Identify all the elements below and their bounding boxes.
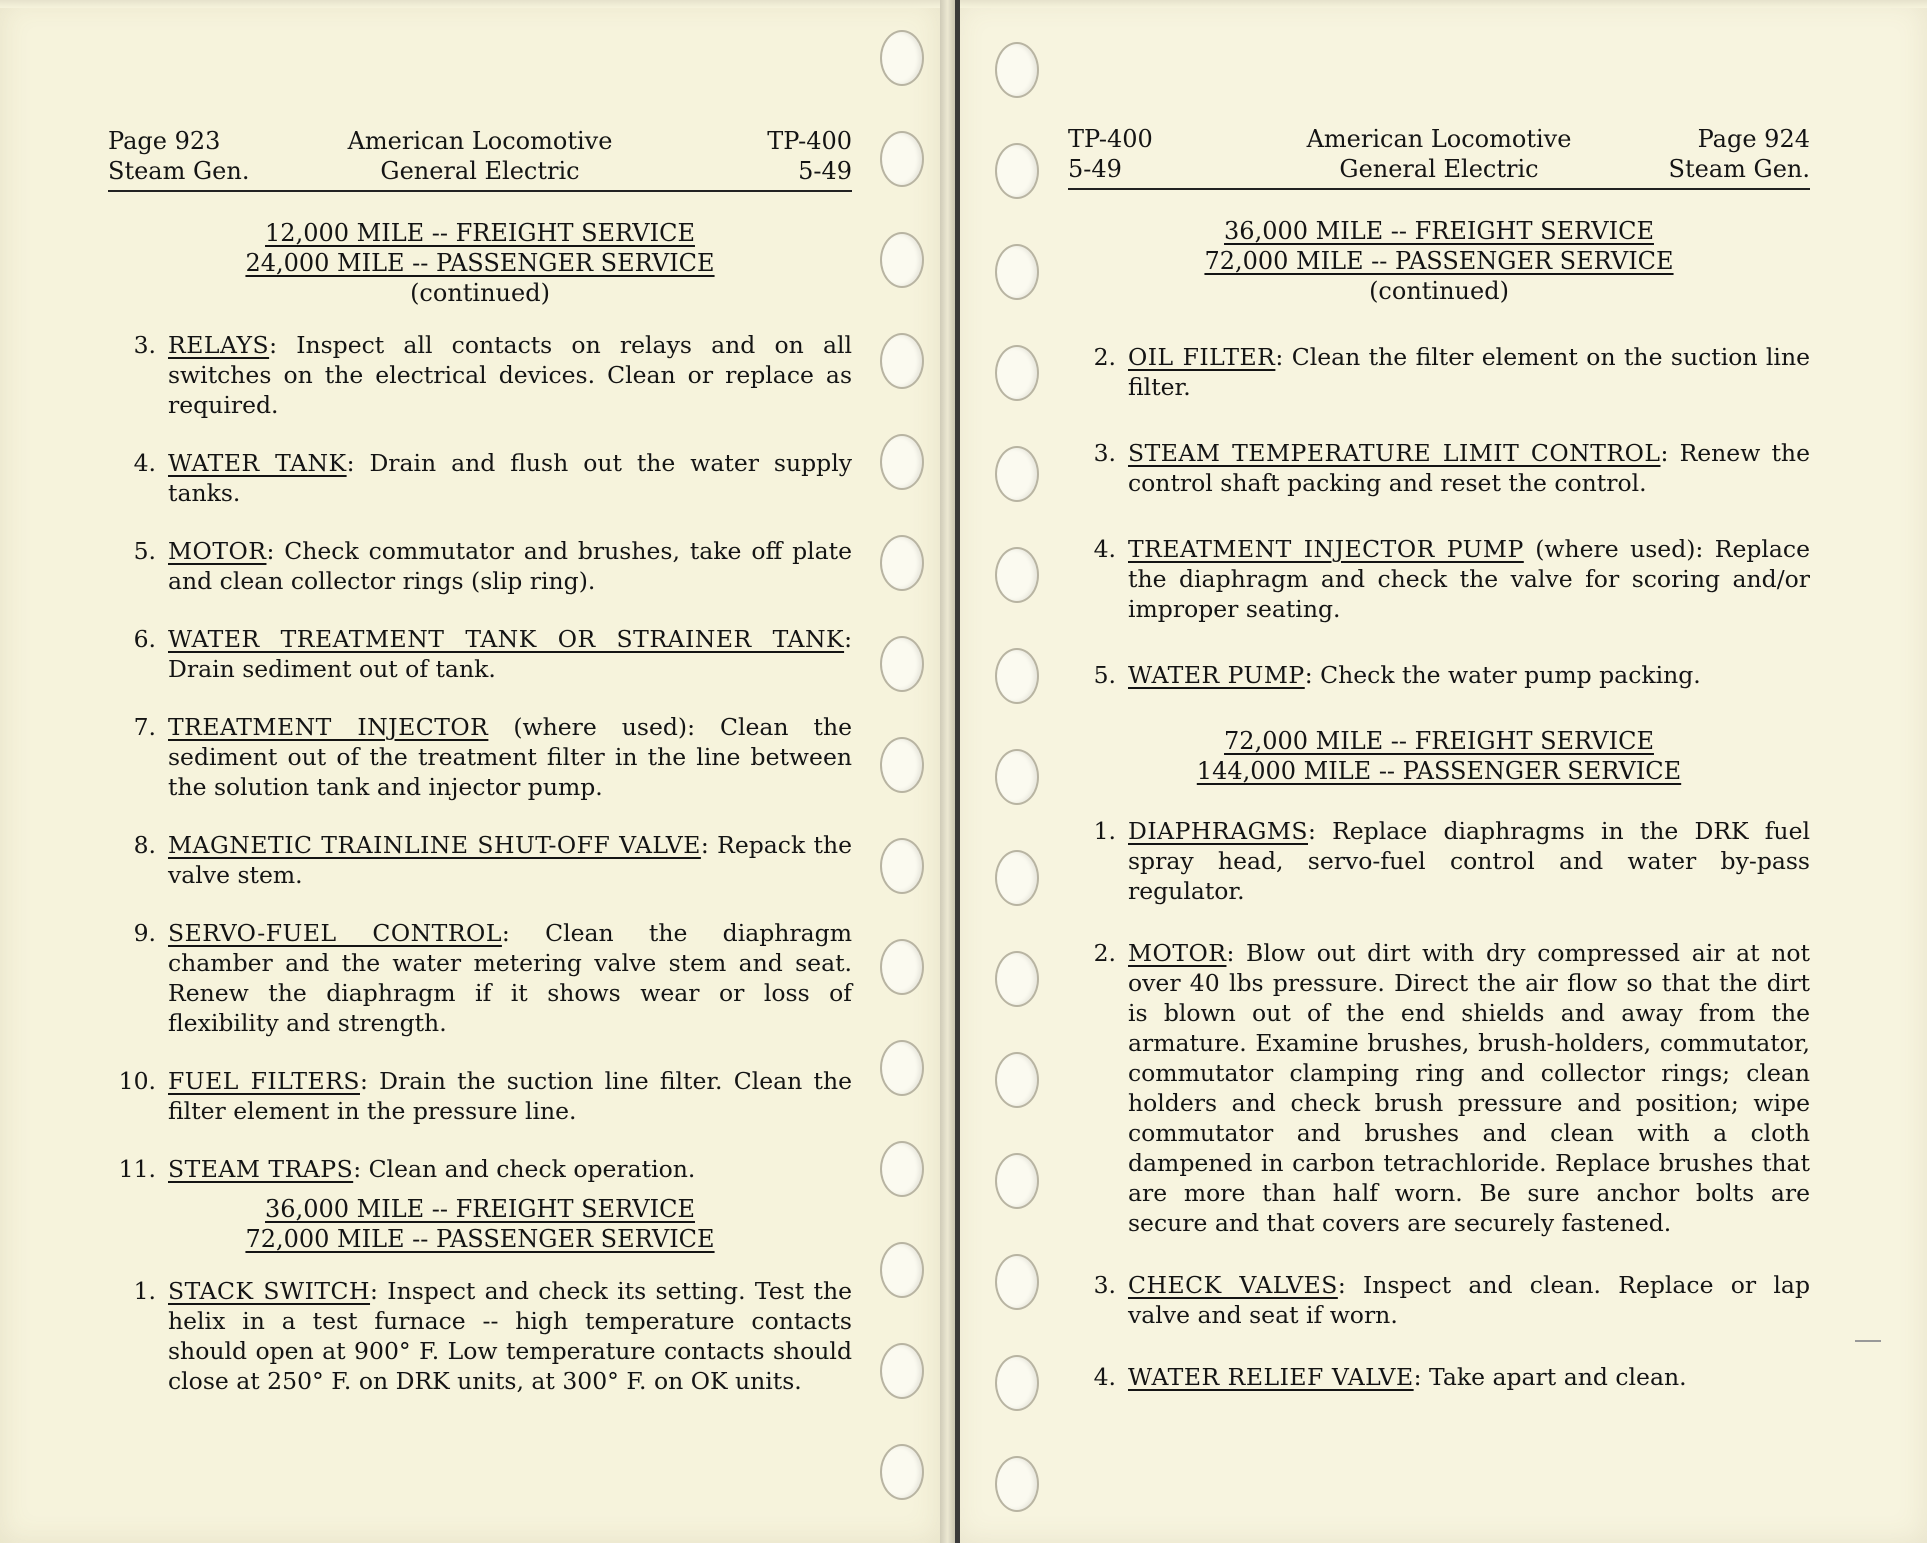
binder-hole — [995, 345, 1039, 401]
binder-hole — [995, 244, 1039, 300]
binder-hole — [880, 434, 924, 490]
section-title-line: 12,000 MILE -- FREIGHT SERVICE — [265, 219, 695, 247]
item-label: CHECK VALVES — [1128, 1271, 1338, 1299]
item-number: 2. — [1093, 939, 1116, 967]
publisher-line2: General Electric — [1339, 155, 1539, 183]
maintenance-list — [108, 330, 852, 1184]
item-label: MOTOR — [168, 537, 267, 565]
item-label: OIL FILTER — [1128, 343, 1276, 371]
list-item — [108, 1276, 852, 1396]
section-title-line: 72,000 MILE -- PASSENGER SERVICE — [1204, 247, 1674, 275]
item-number: 3. — [1093, 439, 1116, 467]
publisher-line1: American Locomotive — [1306, 125, 1572, 153]
item-label: TREATMENT INJECTOR — [168, 713, 489, 741]
section-title-line: 36,000 MILE -- FREIGHT SERVICE — [265, 1195, 695, 1223]
doc-date: 5-49 — [798, 157, 852, 185]
item-number: 4. — [1093, 535, 1116, 563]
header-right — [1669, 124, 1810, 184]
page-number: Page 924 — [1697, 125, 1810, 153]
item-text: : Inspect all contacts on relays and on all switches on the electrical devices. Clean or replace as required. — [168, 331, 852, 419]
binder-hole — [995, 1254, 1039, 1310]
item-number: 5. — [1093, 661, 1116, 689]
publisher-line1: American Locomotive — [347, 127, 613, 155]
item-number: 3. — [1093, 1271, 1116, 1299]
maintenance-list — [108, 1276, 852, 1396]
item-label: STEAM TRAPS — [168, 1155, 354, 1183]
section-title-line: 144,000 MILE -- PASSENGER SERVICE — [1196, 757, 1682, 785]
item-number: 4. — [1093, 1363, 1116, 1391]
item-text: : Renew the control shaft packing and reset the control. — [1128, 439, 1810, 497]
binder-hole — [995, 1456, 1039, 1512]
item-label: MOTOR — [1128, 939, 1227, 967]
publisher-line2: General Electric — [380, 157, 580, 185]
binder-hole — [995, 1355, 1039, 1411]
item-number: 4. — [133, 449, 156, 477]
section-title-note: (continued) — [1369, 277, 1509, 305]
item-number: 9. — [133, 919, 156, 947]
item-label: DIAPHRAGMS — [1128, 817, 1308, 845]
maintenance-list — [1068, 342, 1810, 690]
binder-hole — [995, 446, 1039, 502]
item-text: : Blow out dirt with dry compressed air at not over 40 lbs pressure. Direct the air flow so that the dirt is blown out of the end shields and away from the armature. Examine brushes, brush-holders, commutator, commutator clamping ring and collector rings; clean holders and check brush pressure and position; wipe commutator and brushes and clean with a cloth dampened in carbon tetrachloride. Replace brushes that are more than half worn. Be sure anchor bolts are secure and that covers are securely fastened. — [1128, 939, 1810, 1237]
list-item — [108, 1066, 852, 1126]
maintenance-list — [1068, 816, 1810, 1392]
section-title — [108, 218, 852, 308]
section-title — [108, 1194, 852, 1254]
page-header — [1068, 124, 1810, 190]
binder-hole — [995, 547, 1039, 603]
item-text: : Replace diaphragms in the DRK fuel spray head, servo-fuel control and water by-pass regulator. — [1128, 817, 1810, 905]
binder-hole — [995, 1153, 1039, 1209]
item-text: : Drain and flush out the water supply tanks. — [168, 449, 852, 507]
list-item — [1068, 660, 1810, 690]
list-item — [108, 330, 852, 420]
item-number: 2. — [1093, 343, 1116, 371]
item-number: 10. — [118, 1067, 156, 1095]
left-page-content — [108, 126, 852, 1424]
binder-hole — [995, 749, 1039, 805]
doc-date: 5-49 — [1068, 155, 1122, 183]
item-number: 1. — [1093, 817, 1116, 845]
binder-hole — [880, 131, 924, 187]
item-text: : Take apart and clean. — [1413, 1363, 1687, 1391]
item-number: 11. — [118, 1155, 156, 1183]
binder-hole — [880, 838, 924, 894]
binder-hole — [880, 30, 924, 86]
section-title-line: 72,000 MILE -- FREIGHT SERVICE — [1224, 727, 1654, 755]
list-item — [108, 712, 852, 802]
page-section: Steam Gen. — [108, 157, 250, 185]
binding-gutter — [940, 0, 955, 1543]
item-label: TREATMENT INJECTOR PUMP — [1128, 535, 1524, 563]
section-title-line: 72,000 MILE -- PASSENGER SERVICE — [245, 1225, 715, 1253]
item-label: STEAM TEMPERATURE LIMIT CONTROL — [1128, 439, 1661, 467]
page-number: Page 923 — [108, 127, 221, 155]
binder-hole — [880, 535, 924, 591]
section-title-note: (continued) — [410, 279, 550, 307]
item-label: WATER RELIEF VALVE — [1128, 1363, 1414, 1391]
doc-code: TP-400 — [1068, 125, 1153, 153]
binder-hole — [995, 1052, 1039, 1108]
item-number: 6. — [133, 625, 156, 653]
list-item — [108, 1154, 852, 1184]
binder-hole — [995, 42, 1039, 98]
item-number: 5. — [133, 537, 156, 565]
item-text: : Check the water pump packing. — [1304, 661, 1701, 689]
item-text: : Clean and check operation. — [353, 1155, 696, 1183]
list-item — [1068, 938, 1810, 1238]
item-label: STACK SWITCH — [168, 1277, 371, 1305]
binder-hole — [995, 143, 1039, 199]
doc-code: TP-400 — [767, 127, 852, 155]
item-label: SERVO-FUEL CONTROL — [168, 919, 502, 947]
section-title-line: 36,000 MILE -- FREIGHT SERVICE — [1224, 217, 1654, 245]
item-label: WATER TREATMENT TANK OR STRAINER TANK — [168, 625, 845, 653]
item-label: WATER TANK — [168, 449, 347, 477]
right-page-content — [1068, 124, 1810, 1420]
list-item — [1068, 1270, 1810, 1330]
list-item — [1068, 534, 1810, 624]
item-label: MAGNETIC TRAINLINE SHUT-OFF VALVE — [168, 831, 701, 859]
binder-hole — [880, 1343, 924, 1399]
binder-hole — [880, 1040, 924, 1096]
item-text: : Clean the filter element on the suction line filter. — [1128, 343, 1810, 401]
page-top-edge — [0, 0, 940, 8]
binder-hole — [880, 737, 924, 793]
item-label: WATER PUMP — [1128, 661, 1305, 689]
item-number: 8. — [133, 831, 156, 859]
item-text: : Clean the diaphragm chamber and the water metering valve stem and seat. Renew the diaphragm if it shows wear or loss of flexibility and strength. — [168, 919, 852, 1037]
page-header — [108, 126, 852, 192]
page-top-edge — [955, 0, 1927, 8]
item-text: : Check commutator and brushes, take off plate and clean collector rings (slip ring). — [168, 537, 852, 595]
binder-hole — [995, 850, 1039, 906]
item-number: 1. — [133, 1277, 156, 1305]
item-label: RELAYS — [168, 331, 270, 359]
binder-hole — [880, 232, 924, 288]
item-number: 7. — [133, 713, 156, 741]
page-section: Steam Gen. — [1668, 155, 1810, 183]
margin-mark — [1855, 1340, 1881, 1342]
section-title — [1068, 726, 1810, 786]
binder-hole — [880, 939, 924, 995]
list-item — [108, 624, 852, 684]
binder-hole — [995, 648, 1039, 704]
item-label: FUEL FILTERS — [168, 1067, 360, 1095]
binder-hole — [995, 951, 1039, 1007]
item-number: 3. — [133, 331, 156, 359]
binder-hole — [880, 1242, 924, 1298]
item-text: : Inspect and clean. Replace or lap valve and seat if worn. — [1128, 1271, 1810, 1329]
item-text: : Drain sediment out of tank. — [168, 625, 852, 683]
list-item — [108, 536, 852, 596]
item-text: (where used): Clean the sediment out of the treatment filter in the line between the solution tank and injector pump. — [168, 713, 852, 801]
list-item — [1068, 342, 1810, 402]
header-center — [108, 126, 852, 186]
binder-hole — [880, 636, 924, 692]
list-item — [108, 448, 852, 508]
binder-hole — [880, 333, 924, 389]
item-text: : Drain the suction line filter. Clean the filter element in the pressure line. — [168, 1067, 852, 1125]
page-edge-line — [955, 0, 960, 1543]
list-item — [1068, 1362, 1810, 1392]
binder-hole — [880, 1141, 924, 1197]
list-item — [108, 830, 852, 890]
list-item — [1068, 816, 1810, 906]
section-title — [1068, 216, 1810, 306]
binder-hole — [880, 1444, 924, 1500]
item-text: : Repack the valve stem. — [168, 831, 853, 889]
item-text: : Inspect and check its setting. Test the helix in a test furnace -- high temperature contacts should open at 900° F. Low temperature contacts should close at 250° F. on DRK units, at 300° F. on OK units. — [168, 1277, 852, 1395]
header-right — [767, 126, 852, 186]
list-item — [1068, 438, 1810, 498]
section-title-line: 24,000 MILE -- PASSENGER SERVICE — [245, 249, 715, 277]
list-item — [108, 918, 852, 1038]
item-text: (where used): Replace the diaphragm and check the valve for scoring and/or improper seating. — [1128, 535, 1810, 623]
